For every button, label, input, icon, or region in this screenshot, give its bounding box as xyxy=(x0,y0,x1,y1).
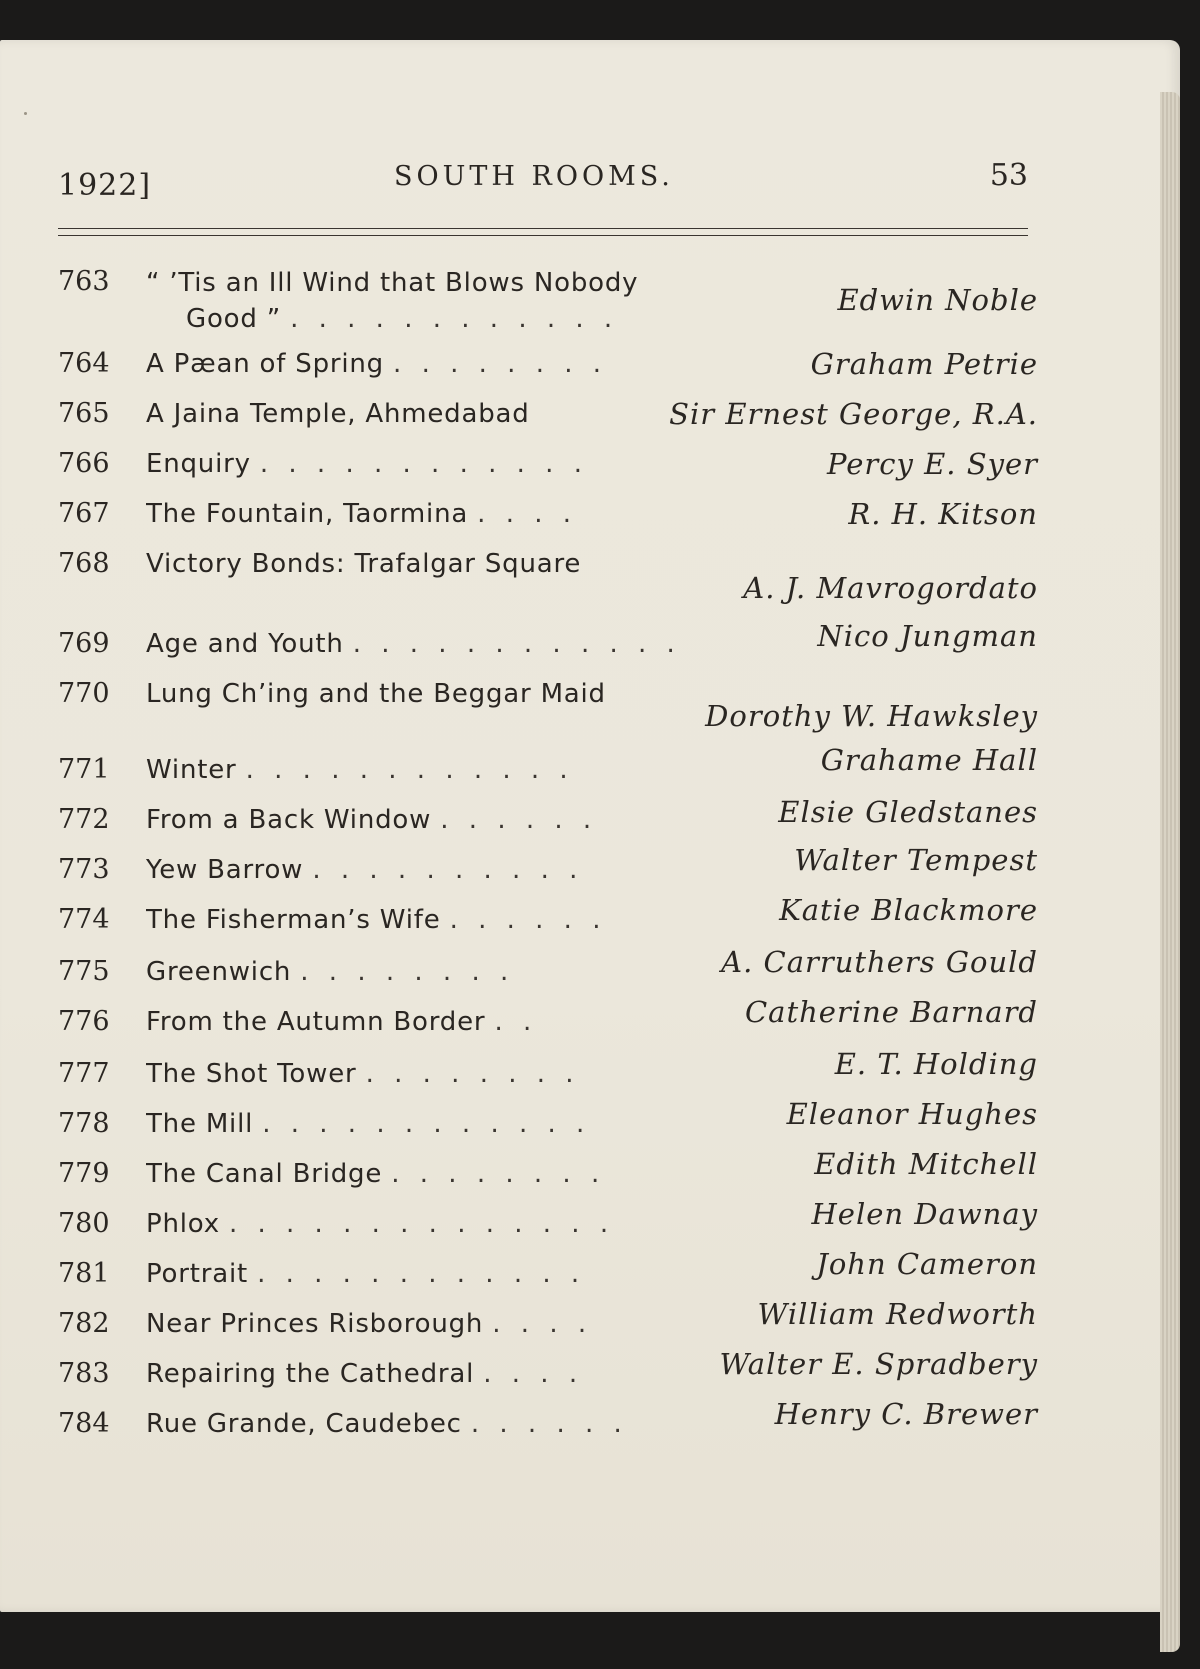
entry-title xyxy=(146,627,746,661)
leader-dots: . . . . . . . . . . . . xyxy=(352,629,681,659)
entry-number: 780 xyxy=(58,1208,110,1239)
entry-number: 767 xyxy=(58,498,110,529)
entry-number: 769 xyxy=(58,628,110,659)
entry-title xyxy=(146,903,746,937)
leader-dots: . . . . . . . . . . . . xyxy=(257,1259,586,1289)
leader-dots: . . . . . . . . xyxy=(300,957,515,987)
leader-dots: . . . . . . . . . . xyxy=(312,855,584,885)
entry-title-text: Yew Barrow xyxy=(146,855,304,885)
header-title: SOUTH ROOMS. xyxy=(394,161,674,192)
entry-artist: Eleanor Hughes xyxy=(786,1097,1038,1131)
entry-number: 778 xyxy=(58,1108,110,1139)
entry-title xyxy=(146,1005,746,1039)
entry-title xyxy=(146,1057,746,1091)
leader-dots: . . . . . . . . xyxy=(365,1059,580,1089)
entry-title xyxy=(146,447,746,481)
entry-number: 763 xyxy=(58,266,110,297)
entry-title-text: From the Autumn Border xyxy=(146,1007,486,1037)
entry-artist: Walter Tempest xyxy=(794,843,1038,877)
entry-title-line-2: Good ” xyxy=(186,304,282,334)
entry-artist: Katie Blackmore xyxy=(779,893,1038,927)
entry-title-text: The Fountain, Taormina xyxy=(146,499,469,529)
entry-number: 777 xyxy=(58,1058,110,1089)
leader-dots: . . . . . . xyxy=(449,905,607,935)
entry-title xyxy=(146,853,746,887)
entry-artist: Henry C. Brewer xyxy=(774,1397,1038,1431)
entry-title xyxy=(146,803,746,837)
entry-title-text: The Fisherman’s Wife xyxy=(146,905,441,935)
entry-number: 775 xyxy=(58,956,110,987)
entry-title-text: Phlox xyxy=(146,1209,220,1239)
entry-artist: A. J. Mavrogordato xyxy=(743,571,1038,605)
entry-title xyxy=(146,955,746,989)
entry-number: 770 xyxy=(58,678,110,709)
leader-dots: . . . . . . . . . . . . xyxy=(259,449,588,479)
entry-title xyxy=(146,547,746,581)
entry-number: 773 xyxy=(58,854,110,885)
entry-artist: Nico Jungman xyxy=(817,619,1038,653)
entry-title xyxy=(146,677,746,711)
entry-number: 784 xyxy=(58,1408,110,1439)
entry-title-text: A Jaina Temple, Ahmedabad xyxy=(146,399,530,429)
leader-dots: . . . . xyxy=(477,499,578,529)
entry-artist: Graham Petrie xyxy=(810,347,1038,381)
entry-title-text: Lung Ch’ing and the Beggar Maid xyxy=(146,679,606,709)
entry-number: 779 xyxy=(58,1158,110,1189)
entry-title xyxy=(146,1307,746,1341)
paper-blemish xyxy=(24,112,27,115)
entry-title-text: The Shot Tower xyxy=(146,1059,357,1089)
entry-title-text: Winter xyxy=(146,755,237,785)
header-rule-thin xyxy=(58,235,1028,236)
entry-title-text: Enquiry xyxy=(146,449,251,479)
entry-title xyxy=(146,1157,746,1191)
leader-dots: . . . . . . . . . . . . xyxy=(262,1109,591,1139)
entry-title-text: Age and Youth xyxy=(146,629,344,659)
entry-artist: Percy E. Syer xyxy=(827,447,1038,481)
catalogue-entries xyxy=(58,265,1038,1565)
leader-dots: . . . . . . . . . . . . xyxy=(290,304,619,334)
entry-title-text: From a Back Window xyxy=(146,805,432,835)
entry-number: 764 xyxy=(58,348,110,379)
leader-dots: . . . . . . . . . . . . xyxy=(245,755,574,785)
entry-artist: Dorothy W. Hawksley xyxy=(705,699,1038,733)
entry-title xyxy=(146,1107,746,1141)
entry-title-line-1: “ ’Tis an Ill Wind that Blows Nobody xyxy=(146,268,639,298)
entry-number: 768 xyxy=(58,548,110,579)
entry-title-text: Victory Bonds: Trafalgar Square xyxy=(146,549,582,579)
entry-number: 776 xyxy=(58,1006,110,1037)
header-year: 1922] xyxy=(58,168,152,203)
entry-title-text: Portrait xyxy=(146,1259,248,1289)
entry-title xyxy=(146,1257,746,1291)
entry-artist: Grahame Hall xyxy=(820,743,1038,777)
entry-number: 772 xyxy=(58,804,110,835)
entry-artist: John Cameron xyxy=(816,1247,1038,1281)
entry-artist: R. H. Kitson xyxy=(848,497,1038,531)
entry-artist: A. Carruthers Gould xyxy=(721,945,1038,979)
leader-dots: . . . . xyxy=(492,1309,593,1339)
entry-title-text: Greenwich xyxy=(146,957,292,987)
entry-title xyxy=(146,1407,746,1441)
entry-artist: E. T. Holding xyxy=(834,1047,1038,1081)
entry-artist: Edith Mitchell xyxy=(814,1147,1038,1181)
entry-title xyxy=(146,1207,746,1241)
entry-number: 765 xyxy=(58,398,110,429)
entry-artist: Walter E. Spradbery xyxy=(719,1347,1038,1381)
entry-title xyxy=(146,397,746,431)
entry-number: 782 xyxy=(58,1308,110,1339)
entry-number: 774 xyxy=(58,904,110,935)
leader-dots: . . xyxy=(494,1007,538,1037)
entry-number: 771 xyxy=(58,754,110,785)
catalogue-page xyxy=(0,40,1180,1612)
entry-artist: Elsie Gledstanes xyxy=(778,795,1038,829)
leader-dots: . . . . xyxy=(483,1359,584,1389)
entry-number: 783 xyxy=(58,1358,110,1389)
entry-title-text: The Canal Bridge xyxy=(146,1159,383,1189)
entry-title-text: Repairing the Cathedral xyxy=(146,1359,475,1389)
entry-artist: William Redworth xyxy=(757,1297,1038,1331)
leader-dots: . . . . . . . . xyxy=(393,349,608,379)
entry-title xyxy=(146,753,746,787)
entry-artist: Helen Dawnay xyxy=(811,1197,1038,1231)
entry-title-text: The Mill xyxy=(146,1109,254,1139)
leader-dots: . . . . . . . . . . . . . . xyxy=(228,1209,615,1239)
entry-title xyxy=(146,1357,746,1391)
entry-title xyxy=(146,497,746,531)
leader-dots: . . . . . . xyxy=(440,805,598,835)
entry-number: 781 xyxy=(58,1258,110,1289)
entry-artist: Sir Ernest George, R.A. xyxy=(669,397,1038,431)
entry-title xyxy=(146,347,746,381)
entry-title xyxy=(146,265,746,337)
header-rule-thick xyxy=(58,228,1028,229)
page-number: 53 xyxy=(989,158,1028,193)
entry-title-text: Near Princes Risborough xyxy=(146,1309,484,1339)
leader-dots: . . . . . . xyxy=(470,1409,628,1439)
entry-title-text: A Pæan of Spring xyxy=(146,349,384,379)
leader-dots: . . . . . . . . xyxy=(391,1159,606,1189)
entry-number: 766 xyxy=(58,448,110,479)
entry-artist: Catherine Barnard xyxy=(744,995,1038,1029)
entry-artist: Edwin Noble xyxy=(837,283,1038,317)
page-edge xyxy=(1160,92,1180,1652)
running-header xyxy=(58,140,1030,203)
entry-title-text: Rue Grande, Caudebec xyxy=(146,1409,462,1439)
